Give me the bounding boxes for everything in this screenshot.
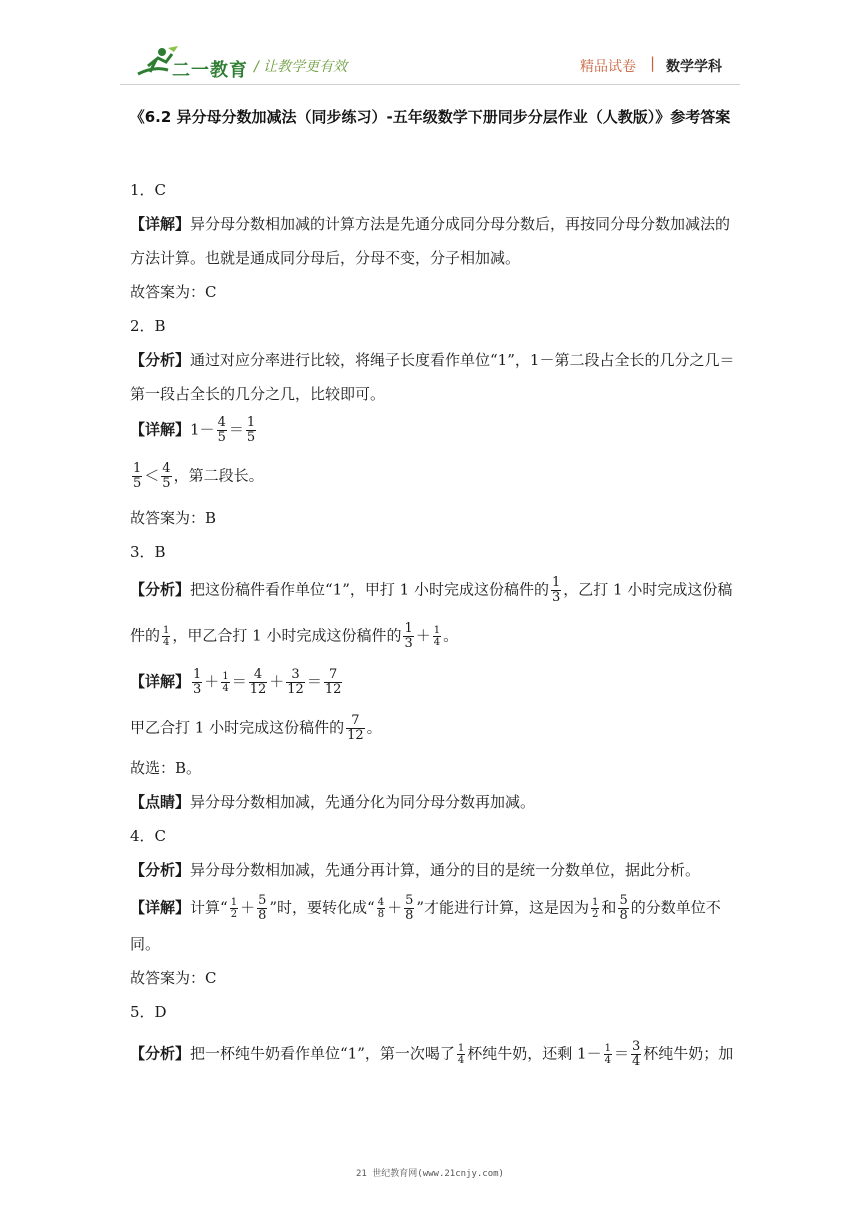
q3-analysis-text-1b: ，乙打 1 小时完成这份稿 (563, 580, 733, 599)
q2-compare-op: ＜ (144, 466, 160, 485)
q3-plus: ＋ (269, 672, 285, 691)
q5-analysis-text-2: 杯纯牛奶，还剩 1－ (467, 1044, 602, 1063)
q3-analysis-text-2b: ，甲乙合打 1 小时完成这份稿件的 (172, 626, 402, 645)
fraction-5-8: $\frac{5}{8}$ (258, 893, 267, 923)
fraction-1-4: $\frac{1}{4}$ (433, 625, 441, 648)
q4-detail-text-2: ”时，要转化成“ (269, 898, 375, 917)
q2-compare-text: ，第二段长。 (173, 466, 264, 485)
q3-comment-text: 异分母分数相加减，先通分化为同分母分数再加减。 (190, 793, 536, 811)
q3-analysis-line-1 (130, 576, 732, 605)
q3-analysis-text-1a: 把这份稿件看作单位“1”，甲打 1 小时完成这份稿件的 (190, 580, 549, 599)
fraction-1-3: $\frac{1}{3}$ (193, 667, 202, 697)
q2-analysis-text-1: 通过对应分率进行比较，将绳子长度看作单位“1”，1－第二段占全长的几分之几＝ (190, 351, 735, 369)
q3-eq: ＝ (231, 672, 247, 691)
fraction-7-12: $\frac{7}{12}$ (324, 667, 342, 697)
fraction-1-5: $\frac{1}{5}$ (246, 415, 256, 445)
fraction-4-5: $\frac{4}{5}$ (162, 461, 171, 491)
q3-analysis-tag: 【分析】 (130, 580, 191, 599)
q5-analysis-line-1 (130, 1040, 733, 1069)
q3-choice: 故选：B。 (130, 759, 202, 777)
q2-detail-tag: 【详解】 (130, 420, 191, 439)
q2-compare (130, 462, 264, 491)
fraction-1-5: $\frac{1}{5}$ (133, 461, 142, 491)
fraction-4-5: $\frac{4}{5}$ (217, 415, 226, 445)
q4-detail-text-3: ”才能进行计算，这是因为 (416, 898, 590, 917)
q3-result-text-b: 。 (366, 718, 382, 737)
q4-detail-text-1: 计算“ (190, 898, 228, 917)
q1-detail-tag: 【详解】 (130, 215, 191, 233)
fraction-7-12: $\frac{7}{12}$ (347, 713, 364, 743)
q3-detail-equation (130, 668, 344, 697)
q4-final: 故答案为：C (130, 969, 217, 987)
q1-detail-line-1 (130, 214, 730, 234)
q1-detail-line-2: 方法计算。也就是通成同分母后，分母不变，分子相加减。 (130, 249, 521, 267)
page-title: 《6.2 异分母分数加减法（同步练习）-五年级数学下册同步分层作业（人教版）》参考答案 (129, 108, 731, 126)
q3-detail-tag: 【详解】 (130, 672, 191, 691)
logo-text: 二一教育 (172, 60, 248, 81)
q2-detail-equation (130, 416, 258, 445)
q2-final: 故答案为：B (130, 509, 217, 527)
fraction-1-4: $\frac{1}{4}$ (222, 671, 229, 694)
slogan: / 让教学更有效 (254, 59, 348, 75)
q4-answer: 4．C (130, 827, 167, 845)
q2-eq-one-minus: 1－ (190, 420, 215, 439)
fraction-5-8: $\frac{5}{8}$ (405, 893, 414, 923)
q4-analysis-text: 异分母分数相加减，先通分再计算，通分的目的是统一分数单位，据此分析。 (190, 861, 701, 879)
tag-premium-paper: 精品试卷 (580, 59, 636, 75)
q4-plus: ＋ (240, 898, 256, 917)
q5-answer: 5．D (130, 1003, 167, 1021)
q2-answer: 2．B (130, 317, 166, 335)
q3-plus: ＋ (415, 626, 431, 645)
tag-subject: 数学学科 (666, 59, 722, 75)
q4-analysis-tag: 【分析】 (130, 861, 191, 879)
q2-analysis-tag: 【分析】 (130, 351, 191, 369)
fraction-5-8: $\frac{5}{8}$ (619, 893, 628, 923)
q4-detail-tag: 【详解】 (130, 898, 191, 917)
q4-detail-text-4: 和 (601, 898, 617, 917)
q4-detail-line-2: 同。 (130, 935, 161, 953)
q4-detail-line-1 (130, 894, 721, 923)
q5-analysis-tag: 【分析】 (130, 1044, 191, 1063)
q3-result-text-a: 甲乙合打 1 小时完成这份稿件的 (130, 718, 345, 737)
q5-analysis-text-3: 杯纯牛奶；加 (643, 1044, 734, 1063)
q4-analysis (130, 860, 700, 880)
fraction-3-12: $\frac{3}{12}$ (287, 667, 304, 697)
q2-eq-sign: ＝ (228, 420, 244, 439)
q3-analysis-text-2a: 件的 (130, 626, 161, 645)
q3-plus: ＋ (204, 672, 220, 691)
q3-comment-tag: 【点睛】 (130, 793, 191, 811)
q3-eq: ＝ (306, 672, 322, 691)
fraction-1-4: $\frac{1}{4}$ (163, 625, 170, 648)
fraction-1-3: $\frac{1}{3}$ (551, 575, 561, 605)
q5-eq: ＝ (613, 1044, 629, 1063)
q1-final: 故答案为：C (130, 283, 217, 301)
q3-answer: 3．B (130, 543, 166, 561)
q5-analysis-text-1: 把一杯纯牛奶看作单位“1”，第一次喝了 (190, 1044, 455, 1063)
fraction-4-12: $\frac{4}{12}$ (249, 667, 267, 697)
header-divider (120, 84, 740, 85)
q2-analysis-line-2: 第一段占全长的几分之几，比较即可。 (130, 385, 386, 403)
page-footer: 21 世纪教育网(www.21cnjy.com) (356, 1169, 504, 1179)
q1-answer: 1．C (130, 181, 167, 199)
q4-plus: ＋ (387, 898, 403, 917)
fraction-4-8: $\frac{4}{8}$ (377, 897, 385, 920)
fraction-1-3: $\frac{1}{3}$ (404, 621, 413, 651)
fraction-1-4: $\frac{1}{4}$ (457, 1043, 465, 1066)
q3-analysis-line-2 (130, 622, 458, 651)
fraction-1-4: $\frac{1}{4}$ (604, 1043, 611, 1066)
q4-detail-text-5: 的分数单位不 (630, 898, 721, 917)
q3-analysis-text-2c: 。 (443, 626, 459, 645)
page-header (0, 0, 860, 90)
q1-detail-text-1: 异分母分数相加减的计算方法是先通分成同分母分数后，再按同分母分数加减法的 (190, 215, 731, 233)
q3-result (130, 714, 382, 743)
q2-analysis-line-1 (130, 350, 734, 370)
fraction-1-2: $\frac{1}{2}$ (592, 897, 599, 920)
q3-comment (130, 792, 535, 812)
fraction-3-4: $\frac{3}{4}$ (631, 1039, 641, 1069)
fraction-1-2: $\frac{1}{2}$ (230, 897, 238, 920)
tag-separator: | (650, 54, 656, 72)
